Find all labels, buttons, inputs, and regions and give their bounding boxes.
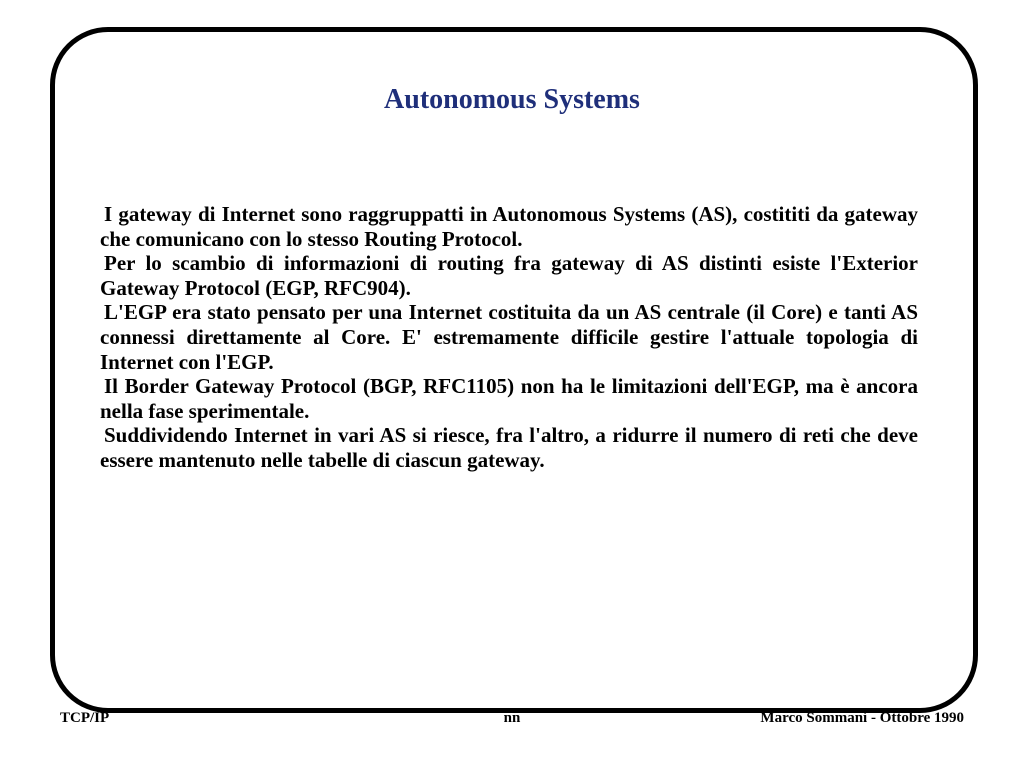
footer-author-date: Marco Sommani - Ottobre 1990 <box>760 710 964 726</box>
paragraph-egp-intro: Per lo scambio di informazioni di routing fra gateway di AS distinti esiste l'Exterior Gateway Protocol (EGP, RFC904). <box>100 251 918 300</box>
footer-page-label: nn <box>503 710 521 726</box>
footer-left-label: TCP/IP <box>60 710 110 726</box>
paragraph-as-definition: I gateway di Internet sono raggruppatti in Autonomous Systems (AS), costititi da gateway che comunicano con lo stesso Routing Protocol. <box>100 202 918 251</box>
paragraph-egp-core: L'EGP era stato pensato per una Internet costituita da un AS centrale (il Core) e tanti AS connessi direttamente al Core. E' estremamente difficile gestire l'attuale topologia di Internet con l'EGP. <box>100 300 918 374</box>
paragraph-bgp: Il Border Gateway Protocol (BGP, RFC1105) non ha le limitazioni dell'EGP, ma è ancora nella fase sperimentale. <box>100 374 918 423</box>
slide-title: Autonomous Systems <box>384 84 640 115</box>
slide-body <box>100 202 918 473</box>
paragraph-as-benefit: Suddividendo Internet in vari AS si riesce, fra l'altro, a ridurre il numero di reti che deve essere mantenuto nelle tabelle di ciascun gateway. <box>100 423 918 472</box>
